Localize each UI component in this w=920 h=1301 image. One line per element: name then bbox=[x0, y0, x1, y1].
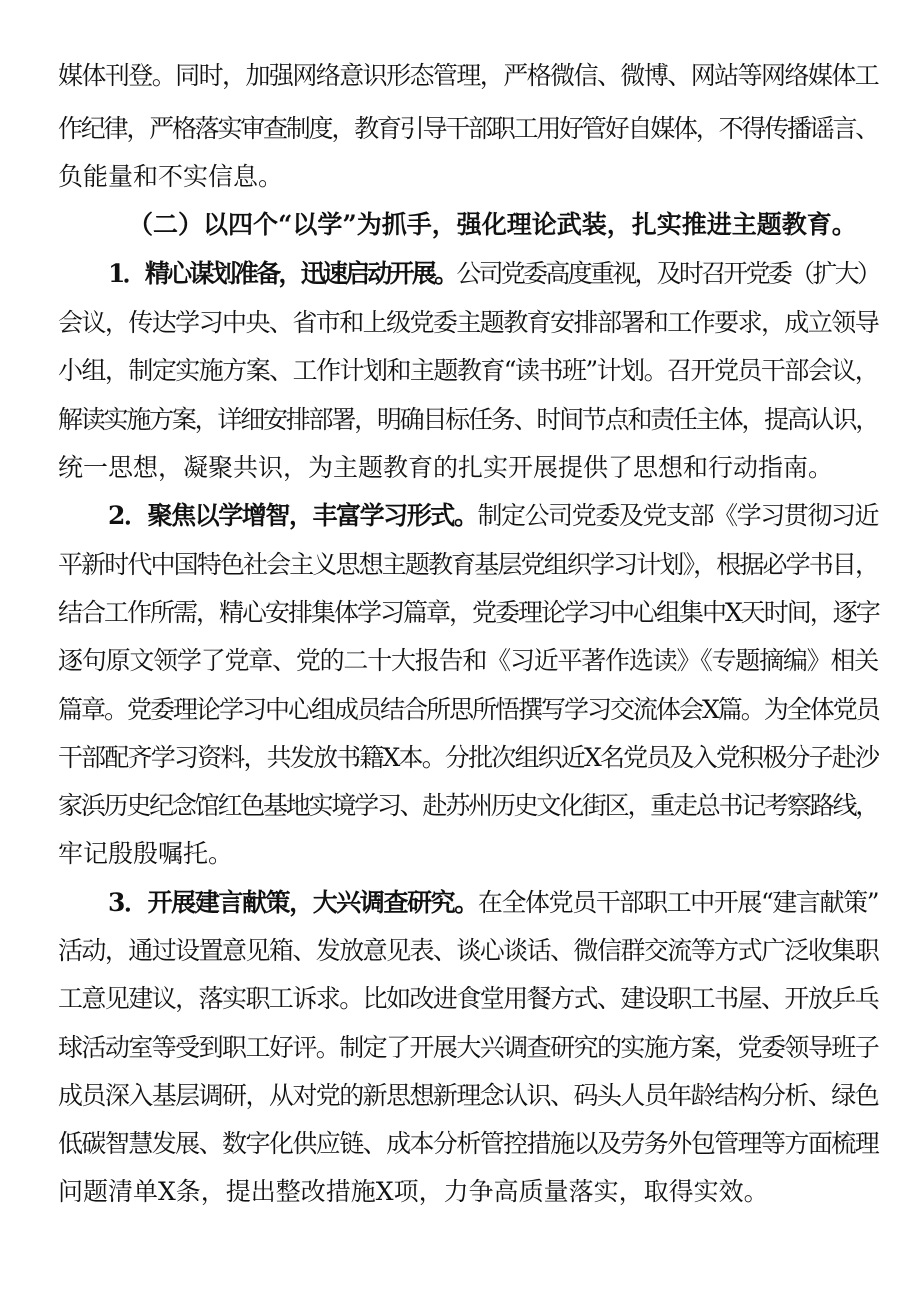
paragraph-line: 干部配齐学习资料，共发放书籍X本。分批次组织近X名党员及入党积极分子赴沙 bbox=[58, 743, 878, 772]
section-heading: （二）以四个“以学”为抓手，强化理论武装，扎实推进主题教育。 bbox=[128, 210, 857, 239]
item-2-title: 2．聚焦以学增智，丰富学习形式。 bbox=[108, 501, 478, 530]
paragraph-line: 负能量和不实信息。 bbox=[58, 162, 284, 191]
paragraph-line: 球活动室等受到职工好评。制定了开展大兴调查研究的实施方案，党委领导班子 bbox=[58, 1033, 878, 1062]
paragraph-line: 家浜历史纪念馆红色基地实境学习、赴苏州历史文化街区，重走总书记考察路线， bbox=[58, 791, 878, 820]
item-1-text: 公司党委高度重视，及时召开党委（扩大） bbox=[456, 259, 880, 288]
item-2-first-line bbox=[108, 500, 878, 532]
paragraph-line: 篇章。党委理论学习中心组成员结合所思所悟撰写学习交流体会X篇。为全体党员 bbox=[58, 695, 879, 724]
item-3-title: 3．开展建言献策，大兴调查研究。 bbox=[108, 888, 478, 917]
item-3-text: 在全体党员干部职工中开展“建言献策” bbox=[477, 888, 878, 917]
paragraph-line: 作纪律，严格落实审查制度，教育引导干部职工用好管好自媒体，不得传播谣言、 bbox=[58, 114, 878, 143]
paragraph-line: 低碳智慧发展、数字化供应链、成本分析管控措施以及劳务外包管理等方面梳理 bbox=[58, 1129, 878, 1158]
item-3-first-line bbox=[108, 887, 878, 919]
paragraph-line: 牢记殷殷嘱托。 bbox=[58, 839, 234, 868]
paragraph-line: 成员深入基层调研，从对党的新思想新理念认识、码头人员年龄结构分析、绿色 bbox=[58, 1081, 878, 1110]
paragraph-line: 活动，通过设置意见箱、发放意见表、谈心谈话、微信群交流等方式广泛收集职 bbox=[58, 936, 878, 965]
item-1-title: 1．精心谋划准备，迅速启动开展。 bbox=[108, 259, 457, 288]
paragraph-line: 会议，传达学习中央、省市和上级党委主题教育安排部署和工作要求，成立领导 bbox=[58, 308, 878, 337]
paragraph-line: 问题清单X条，提出整改措施X项，力争高质量落实，取得实效。 bbox=[58, 1177, 769, 1206]
item-1-first-line bbox=[108, 258, 878, 290]
paragraph-line: 工意见建议，落实职工诉求。比如改进食堂用餐方式、建设职工书屋、开放乒乓 bbox=[58, 984, 878, 1013]
paragraph-line: 统一思想，凝聚共识，为主题教育的扎实开展提供了思想和行动指南。 bbox=[58, 453, 834, 482]
paragraph-line: 结合工作所需，精心安排集体学习篇章，党委理论学习中心组集中X天时间，逐字 bbox=[58, 598, 879, 627]
item-2-text: 制定公司党委及党支部《学习贯彻习近 bbox=[477, 501, 878, 530]
paragraph-line: 平新时代中国特色社会主义思想主题教育基层党组织学习计划》，根据必学书目， bbox=[58, 550, 878, 579]
paragraph-line: 解读实施方案，详细安排部署，明确目标任务、时间节点和责任主体，提高认识， bbox=[58, 405, 878, 434]
paragraph-line: 小组，制定实施方案、工作计划和主题教育“读书班”计划。召开党员干部会议， bbox=[58, 356, 878, 385]
paragraph-line: 媒体刊登。同时，加强网络意识形态管理，严格微信、微博、网站等网络媒体工 bbox=[58, 61, 878, 90]
paragraph-line: 逐句原文领学了党章、党的二十大报告和《习近平著作选读》《专题摘编》相关 bbox=[58, 646, 878, 675]
